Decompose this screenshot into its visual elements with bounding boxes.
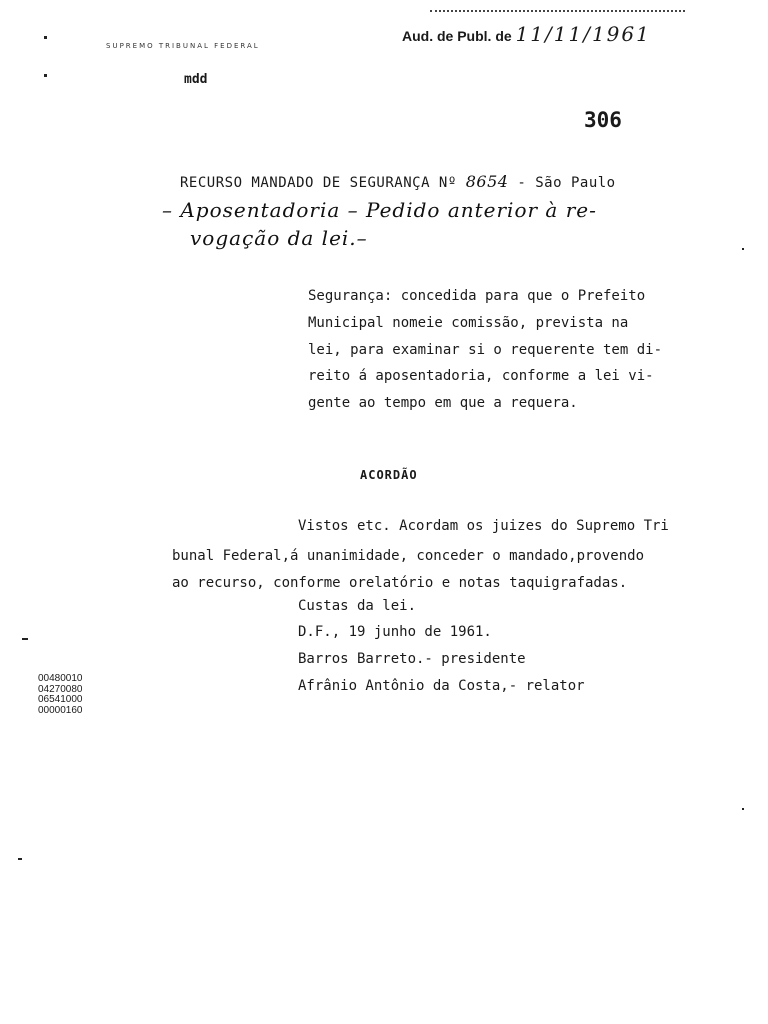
ementa-summary <box>308 283 662 417</box>
ementa-line: reito á aposentadoria, conforme a lei vi- <box>308 368 654 385</box>
scan-speck <box>742 248 744 250</box>
margin-code: 00480010 <box>38 673 83 684</box>
acordao-heading: ACORDÃO <box>360 468 418 482</box>
margin-codes <box>38 674 83 716</box>
ementa-line: gente ao tempo em que a requera. <box>308 395 578 412</box>
handwritten-note-line1: – Aposentadoria – Pedido anterior à re- <box>162 198 597 222</box>
ementa-line: Municipal nomeie comissão, prevista na <box>308 314 629 331</box>
scan-speck <box>44 74 47 77</box>
publication-date: 11/11/1961 <box>515 22 651 46</box>
case-location: - São Paulo <box>517 175 616 191</box>
top-rule <box>430 10 685 12</box>
scan-speck <box>44 36 47 39</box>
decision-line: bunal Federal,á unanimidade, conceder o mandado,provendo <box>172 548 645 564</box>
ementa-line: lei, para examinar si o requerente tem di- <box>308 341 663 358</box>
decision-line: ao recurso, conforme orelatório e notas taquigrafadas. <box>172 575 628 591</box>
margin-code: 00000160 <box>38 704 83 716</box>
costs-line: Custas da lei. <box>298 598 417 614</box>
decision-line: Vistos etc. Acordam os juizes do Supremo Tri <box>298 518 669 534</box>
president-signature: Barros Barreto.- presidente <box>298 651 526 667</box>
rapporteur-signature: Afrânio Antônio da Costa,- relator <box>298 678 585 694</box>
case-title-prefix: RECURSO MANDADO DE SEGURANÇA Nº <box>180 175 457 191</box>
scan-speck <box>18 858 22 860</box>
page-number: 306 <box>584 108 622 132</box>
scan-speck <box>22 638 28 640</box>
margin-code: 04270080 <box>38 683 83 695</box>
case-title <box>180 172 616 191</box>
letterhead: SUPREMO TRIBUNAL FEDERAL <box>106 42 260 50</box>
publication-label: Aud. de Publ. de <box>402 28 512 44</box>
scan-speck <box>742 808 744 810</box>
margin-code: 06541000 <box>38 694 83 705</box>
decision-date: D.F., 19 junho de 1961. <box>298 624 492 640</box>
publication-stamp <box>402 22 651 46</box>
handwritten-note-line2: vogação da lei.– <box>190 226 368 250</box>
ementa-line: Segurança: concedida para que o Prefeito <box>308 288 646 304</box>
case-number: 8654 <box>465 172 509 191</box>
typist-initials: mdd <box>184 72 208 87</box>
